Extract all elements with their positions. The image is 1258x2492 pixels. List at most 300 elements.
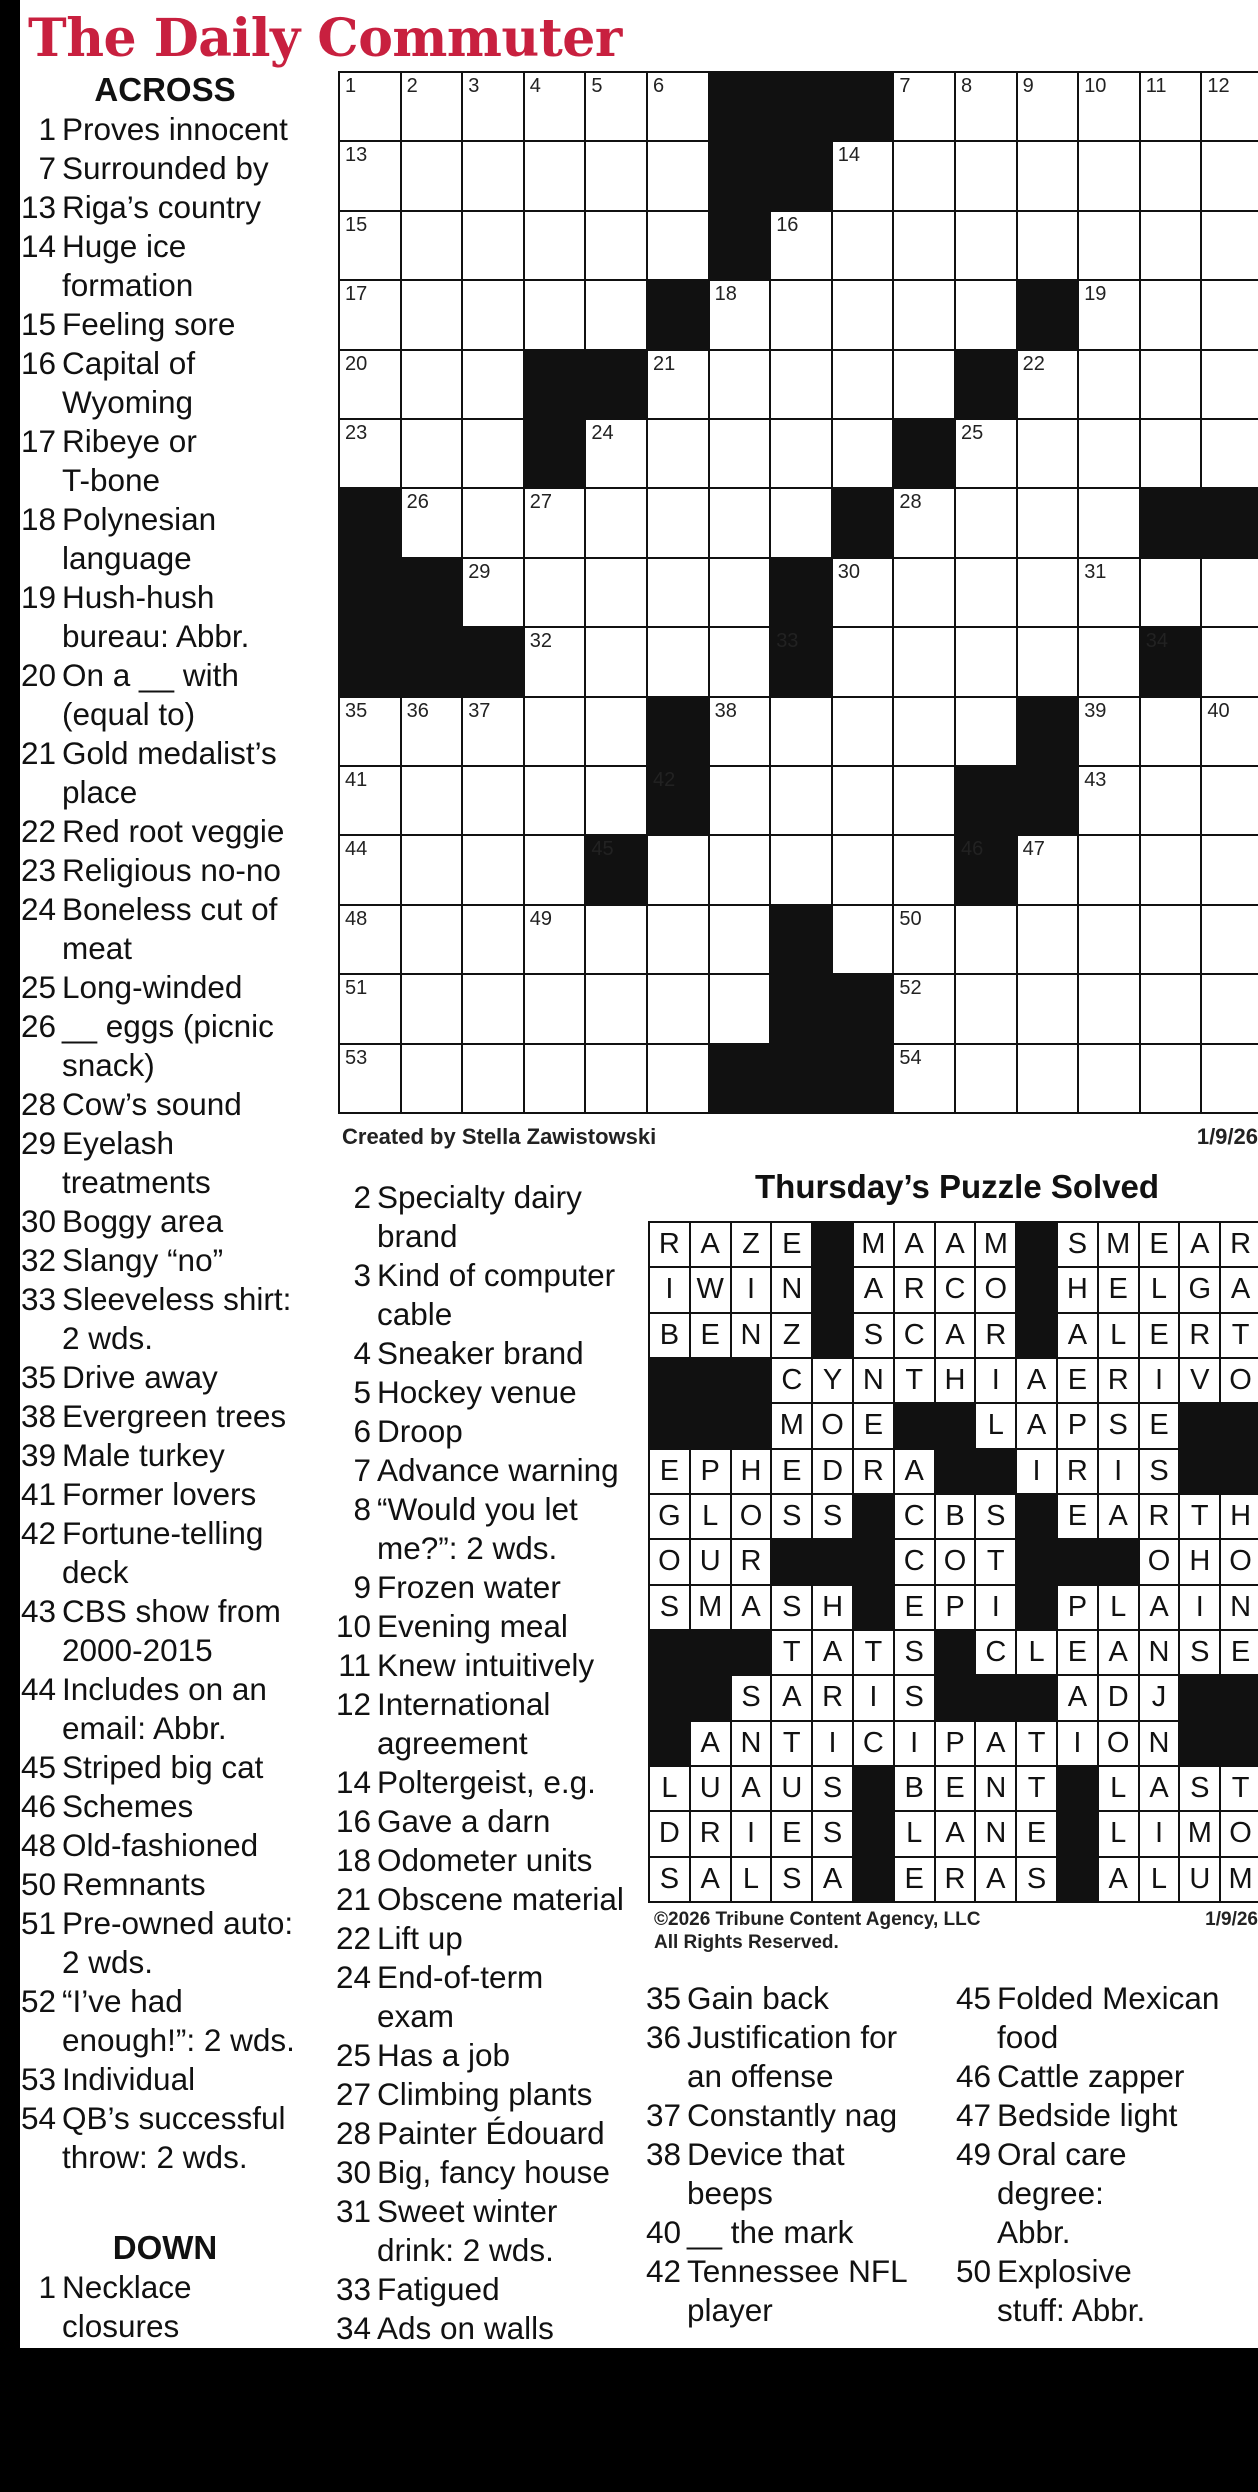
grid-cell[interactable] — [956, 489, 1016, 556]
clue-number: 22 — [20, 813, 56, 849]
grid-cell[interactable] — [340, 698, 400, 765]
solution-letter: Z — [732, 1223, 771, 1266]
grid-cell[interactable] — [956, 628, 1016, 695]
grid-cell[interactable] — [586, 73, 646, 140]
grid-cell[interactable] — [1141, 836, 1201, 903]
grid-cell[interactable] — [1079, 420, 1139, 487]
cell-number: 4 — [529, 75, 541, 97]
grid-cell[interactable] — [525, 975, 585, 1042]
clue-across-14 — [20, 227, 320, 305]
clue-number: 34 — [335, 2310, 371, 2346]
grid-cell[interactable] — [463, 142, 523, 209]
solution-letter: H — [1180, 1540, 1219, 1583]
clue-down_col3-40 — [645, 2213, 945, 2252]
solution-letter: S — [650, 1858, 689, 1901]
grid-cell[interactable] — [894, 1045, 954, 1112]
solution-letter: R — [691, 1812, 730, 1855]
grid-cell[interactable] — [833, 767, 893, 834]
cell-number: 44 — [345, 838, 368, 861]
grid-cell[interactable] — [894, 281, 954, 348]
grid-cell[interactable] — [340, 212, 400, 279]
grid-cell[interactable] — [1141, 1045, 1201, 1112]
grid-cell[interactable] — [894, 559, 954, 626]
grid-cell[interactable] — [833, 698, 893, 765]
grid-cell[interactable] — [1141, 281, 1201, 348]
solution-block — [813, 1223, 852, 1266]
clue-text-line: Specialty dairy — [377, 1179, 582, 1215]
grid-block — [833, 489, 893, 556]
grid-cell[interactable] — [1018, 73, 1078, 140]
grid-cell[interactable] — [525, 628, 585, 695]
grid-cell[interactable] — [402, 1045, 462, 1112]
grid-cell[interactable] — [1202, 975, 1258, 1042]
grid-cell[interactable] — [340, 1045, 400, 1112]
solution-letter: S — [895, 1676, 934, 1719]
grid-cell[interactable] — [1079, 559, 1139, 626]
clue-across-15 — [20, 305, 320, 344]
grid-cell[interactable] — [833, 420, 893, 487]
clue-text-line: Riga’s country — [62, 189, 262, 225]
grid-cell[interactable] — [956, 906, 1016, 973]
solution-block — [691, 1404, 730, 1447]
grid-cell[interactable] — [340, 281, 400, 348]
solution-block — [1058, 1812, 1097, 1855]
cell-number: 29 — [468, 560, 491, 583]
solution-letter: H — [1058, 1268, 1097, 1311]
down-clue-list-3 — [645, 1979, 945, 2330]
clue-text-line: Sweet winter — [377, 2193, 558, 2229]
grid-cell[interactable] — [648, 489, 708, 556]
grid-cell[interactable] — [586, 489, 646, 556]
solution-letter: M — [976, 1223, 1015, 1266]
grid-cell[interactable] — [1018, 420, 1078, 487]
grid-cell[interactable] — [1141, 142, 1201, 209]
grid-cell[interactable] — [1202, 628, 1258, 695]
grid-cell[interactable] — [771, 212, 831, 279]
grid-cell[interactable] — [833, 142, 893, 209]
grid-cell[interactable] — [1202, 559, 1258, 626]
grid-cell[interactable] — [402, 420, 462, 487]
grid-cell[interactable] — [956, 73, 1016, 140]
grid-cell[interactable] — [463, 836, 523, 903]
grid-cell[interactable] — [586, 559, 646, 626]
grid-cell[interactable] — [956, 1045, 1016, 1112]
grid-cell[interactable] — [1202, 73, 1258, 140]
grid-cell[interactable] — [1202, 836, 1258, 903]
grid-cell[interactable] — [340, 836, 400, 903]
grid-cell[interactable] — [1079, 906, 1139, 973]
grid-cell[interactable] — [648, 559, 708, 626]
solution-block — [1221, 1676, 1258, 1719]
solution-letter: I — [976, 1359, 1015, 1402]
grid-cell[interactable] — [1202, 281, 1258, 348]
grid-cell[interactable] — [402, 212, 462, 279]
grid-cell[interactable] — [525, 836, 585, 903]
grid-cell[interactable] — [710, 767, 770, 834]
cell-number: 17 — [345, 283, 368, 306]
grid-cell[interactable] — [1141, 73, 1201, 140]
grid-cell[interactable] — [463, 975, 523, 1042]
grid-cell[interactable] — [833, 212, 893, 279]
solution-letter: L — [1099, 1586, 1138, 1629]
grid-cell[interactable] — [1202, 906, 1258, 973]
grid-cell[interactable] — [1202, 420, 1258, 487]
grid-cell[interactable] — [1202, 212, 1258, 279]
clue-across-32 — [20, 1241, 320, 1280]
grid-cell[interactable] — [771, 420, 831, 487]
cell-number: 42 — [652, 769, 676, 791]
clue-text-line: Gain back — [687, 1980, 829, 2016]
clue-across-24 — [20, 890, 320, 968]
grid-cell[interactable] — [894, 698, 954, 765]
grid-cell[interactable] — [1018, 212, 1078, 279]
solution-letter: I — [976, 1586, 1015, 1629]
solution-letter: N — [732, 1314, 771, 1357]
grid-cell[interactable] — [648, 420, 708, 487]
clue-text-line: Has a job — [377, 2037, 511, 2073]
grid-cell[interactable] — [402, 836, 462, 903]
solution-letter: L — [1099, 1812, 1138, 1855]
grid-cell[interactable] — [710, 559, 770, 626]
cell-number: 6 — [652, 75, 665, 97]
cell-number: 33 — [776, 630, 799, 653]
grid-cell[interactable] — [1018, 836, 1078, 903]
grid-cell[interactable] — [1141, 559, 1201, 626]
grid-cell[interactable] — [463, 767, 523, 834]
clue-across-41 — [20, 1475, 320, 1514]
solution-letter: C — [854, 1722, 893, 1765]
clue-text-line: Oral care — [997, 2136, 1127, 2172]
grid-cell[interactable] — [463, 420, 523, 487]
solution-block — [1058, 1767, 1097, 1810]
grid-cell[interactable] — [586, 1045, 646, 1112]
grid-cell[interactable] — [586, 142, 646, 209]
solution-letter: N — [976, 1767, 1015, 1810]
grid-cell[interactable] — [1079, 489, 1139, 556]
grid-cell[interactable] — [463, 1045, 523, 1112]
grid-cell[interactable] — [463, 698, 523, 765]
clue-text-line: Hockey venue — [377, 1374, 577, 1410]
solution-letter: R — [936, 1858, 975, 1901]
grid-cell[interactable] — [833, 628, 893, 695]
grid-cell[interactable] — [1141, 212, 1201, 279]
grid-cell[interactable] — [956, 698, 1016, 765]
grid-cell[interactable] — [586, 767, 646, 834]
grid-cell[interactable] — [1079, 73, 1139, 140]
solution-block — [1017, 1495, 1056, 1538]
grid-block — [1018, 281, 1078, 348]
clue-number: 10 — [335, 1608, 371, 1644]
solved-title: Thursday’s Puzzle Solved — [755, 1168, 1160, 1205]
grid-cell[interactable] — [402, 698, 462, 765]
grid-cell[interactable] — [710, 698, 770, 765]
grid-cell[interactable] — [340, 767, 400, 834]
grid-cell[interactable] — [833, 351, 893, 418]
solution-letter: L — [1099, 1767, 1138, 1810]
grid-cell[interactable] — [340, 351, 400, 418]
grid-cell[interactable] — [402, 906, 462, 973]
solution-grid — [648, 1221, 1258, 1903]
grid-cell[interactable] — [771, 351, 831, 418]
grid-cell[interactable] — [894, 767, 954, 834]
solution-letter: C — [772, 1359, 811, 1402]
solution-letter: S — [1058, 1223, 1097, 1266]
grid-cell[interactable] — [833, 836, 893, 903]
grid-block — [648, 281, 708, 348]
clue-number: 24 — [20, 891, 56, 927]
grid-cell[interactable] — [833, 906, 893, 973]
grid-cell[interactable] — [833, 559, 893, 626]
clue-number: 21 — [335, 1881, 371, 1917]
grid-cell[interactable] — [586, 281, 646, 348]
solution-letter: J — [1140, 1676, 1179, 1719]
grid-cell[interactable] — [894, 975, 954, 1042]
grid-cell[interactable] — [648, 628, 708, 695]
grid-cell[interactable] — [771, 698, 831, 765]
grid-cell[interactable] — [340, 142, 400, 209]
grid-cell[interactable] — [648, 836, 708, 903]
grid-cell[interactable] — [463, 489, 523, 556]
grid-cell[interactable] — [956, 142, 1016, 209]
clue-down_col2-27 — [335, 2075, 635, 2114]
grid-cell[interactable] — [1079, 767, 1139, 834]
grid-cell[interactable] — [710, 975, 770, 1042]
grid-cell[interactable] — [525, 142, 585, 209]
solution-letter: T — [772, 1631, 811, 1674]
clue-text-line: International — [377, 1686, 551, 1722]
grid-cell[interactable] — [1079, 142, 1139, 209]
grid-cell[interactable] — [1079, 975, 1139, 1042]
grid-cell[interactable] — [586, 420, 646, 487]
solution-letter: E — [772, 1223, 811, 1266]
grid-cell[interactable] — [1079, 698, 1139, 765]
grid-cell[interactable] — [648, 73, 708, 140]
grid-cell[interactable] — [956, 559, 1016, 626]
grid-cell[interactable] — [525, 489, 585, 556]
grid-cell[interactable] — [1141, 767, 1201, 834]
grid-cell[interactable] — [525, 559, 585, 626]
grid-cell[interactable] — [525, 698, 585, 765]
grid-cell[interactable] — [710, 351, 770, 418]
grid-cell[interactable] — [463, 73, 523, 140]
clue-text-line: brand — [377, 1218, 458, 1254]
grid-cell[interactable] — [1202, 351, 1258, 418]
grid-cell[interactable] — [463, 212, 523, 279]
grid-cell[interactable] — [586, 906, 646, 973]
solution-letter: Y — [813, 1359, 852, 1402]
grid-cell[interactable] — [463, 906, 523, 973]
grid-cell[interactable] — [648, 142, 708, 209]
solution-letter: Z — [772, 1314, 811, 1357]
grid-cell[interactable] — [771, 836, 831, 903]
grid-cell[interactable] — [1018, 975, 1078, 1042]
clue-text-line: degree: — [997, 2175, 1104, 2211]
grid-cell[interactable] — [525, 73, 585, 140]
solution-letter: S — [1099, 1404, 1138, 1447]
grid-cell[interactable] — [402, 975, 462, 1042]
clue-text-line: Ads on walls — [377, 2310, 554, 2346]
grid-cell[interactable] — [1079, 351, 1139, 418]
solution-letter: G — [1180, 1268, 1219, 1311]
clue-text-line: beeps — [687, 2175, 773, 2211]
grid-cell[interactable] — [1202, 142, 1258, 209]
grid-cell[interactable] — [586, 698, 646, 765]
clue-number: 51 — [20, 1905, 56, 1941]
cell-number: 46 — [960, 838, 984, 861]
grid-cell[interactable] — [525, 767, 585, 834]
grid-cell[interactable] — [340, 420, 400, 487]
grid-cell[interactable] — [525, 1045, 585, 1112]
grid-cell[interactable] — [402, 73, 462, 140]
grid-cell[interactable] — [1079, 281, 1139, 348]
solution-letter: H — [936, 1359, 975, 1402]
clue-text-line: Ribeye or — [62, 423, 197, 459]
clue-text-line: Boggy area — [62, 1203, 224, 1239]
grid-cell[interactable] — [340, 975, 400, 1042]
clue-text-line: player — [687, 2292, 773, 2328]
grid-cell[interactable] — [1141, 698, 1201, 765]
clue-down_col2-7 — [335, 1451, 635, 1490]
grid-cell[interactable] — [340, 73, 400, 140]
grid-cell[interactable] — [1018, 559, 1078, 626]
clue-text-line: Knew intuitively — [377, 1647, 595, 1683]
grid-cell[interactable] — [648, 212, 708, 279]
grid-cell[interactable] — [586, 212, 646, 279]
solution-block — [854, 1858, 893, 1901]
grid-cell[interactable] — [648, 975, 708, 1042]
clue-text-line: language — [62, 540, 192, 576]
grid-cell[interactable] — [771, 489, 831, 556]
solution-letter: A — [1099, 1495, 1138, 1538]
grid-cell[interactable] — [463, 559, 523, 626]
grid-cell[interactable] — [525, 281, 585, 348]
solution-letter: M — [1099, 1223, 1138, 1266]
grid-cell[interactable] — [894, 489, 954, 556]
grid-cell[interactable] — [710, 281, 770, 348]
cell-number: 40 — [1207, 699, 1230, 722]
grid-cell[interactable] — [648, 351, 708, 418]
grid-cell[interactable] — [1018, 142, 1078, 209]
grid-cell[interactable] — [956, 420, 1016, 487]
solution-letter: L — [1017, 1631, 1056, 1674]
grid-cell[interactable] — [1018, 1045, 1078, 1112]
grid-cell[interactable] — [894, 73, 954, 140]
grid-cell[interactable] — [1202, 767, 1258, 834]
grid-cell[interactable] — [1018, 351, 1078, 418]
grid-cell[interactable] — [586, 628, 646, 695]
clue-text-line: __ the mark — [687, 2214, 854, 2250]
clue-across-25 — [20, 968, 320, 1007]
clue-down_col2-14 — [335, 1763, 635, 1802]
across-clue-list — [20, 110, 320, 2177]
grid-cell[interactable] — [710, 906, 770, 973]
grid-cell[interactable] — [1018, 906, 1078, 973]
cell-number: 51 — [345, 977, 368, 1000]
grid-cell[interactable] — [894, 351, 954, 418]
grid-cell[interactable] — [894, 906, 954, 973]
grid-cell[interactable] — [1018, 628, 1078, 695]
grid-cell[interactable] — [402, 489, 462, 556]
solution-letter: L — [1140, 1858, 1179, 1901]
grid-cell[interactable] — [1141, 351, 1201, 418]
grid-cell[interactable] — [1202, 698, 1258, 765]
grid-cell[interactable] — [1141, 420, 1201, 487]
grid-cell[interactable] — [402, 142, 462, 209]
solution-letter: P — [691, 1450, 730, 1493]
crossword-grid[interactable] — [338, 71, 1258, 1114]
solution-letter: E — [1099, 1268, 1138, 1311]
grid-cell[interactable] — [710, 489, 770, 556]
grid-cell[interactable] — [894, 212, 954, 279]
clue-text-line: End-of-term — [377, 1959, 544, 1995]
clue-number: 21 — [20, 735, 56, 771]
grid-cell[interactable] — [956, 975, 1016, 1042]
clue-text-line: Capital of — [62, 345, 196, 381]
grid-cell[interactable] — [956, 281, 1016, 348]
grid-block — [1141, 489, 1201, 556]
grid-cell[interactable] — [463, 351, 523, 418]
cell-number: 53 — [345, 1046, 368, 1069]
grid-cell[interactable] — [894, 628, 954, 695]
grid-cell[interactable] — [586, 975, 646, 1042]
clue-number: 17 — [20, 423, 56, 459]
grid-cell[interactable] — [1079, 628, 1139, 695]
grid-cell[interactable] — [956, 212, 1016, 279]
grid-cell[interactable] — [833, 281, 893, 348]
grid-cell[interactable] — [1079, 212, 1139, 279]
clue-down_col2-25 — [335, 2036, 635, 2075]
grid-cell[interactable] — [710, 836, 770, 903]
down-clue-list-2 — [335, 1178, 635, 2348]
grid-block — [771, 975, 831, 1042]
grid-cell[interactable] — [402, 767, 462, 834]
grid-block — [586, 836, 646, 903]
grid-cell[interactable] — [463, 281, 523, 348]
clue-text-line: Slangy “no” — [62, 1242, 224, 1278]
grid-cell[interactable] — [402, 281, 462, 348]
grid-cell[interactable] — [402, 351, 462, 418]
grid-cell[interactable] — [1141, 975, 1201, 1042]
solution-letter: A — [1058, 1676, 1097, 1719]
grid-cell[interactable] — [340, 906, 400, 973]
solution-letter: A — [936, 1812, 975, 1855]
grid-cell[interactable] — [525, 906, 585, 973]
clue-text-line: Fatigued — [377, 2271, 500, 2307]
grid-cell[interactable] — [771, 767, 831, 834]
cell-number: 5 — [591, 75, 603, 97]
grid-cell[interactable] — [771, 281, 831, 348]
grid-cell[interactable] — [1079, 1045, 1139, 1112]
grid-cell[interactable] — [710, 628, 770, 695]
solution-letter: I — [813, 1722, 852, 1765]
grid-cell[interactable] — [894, 142, 954, 209]
grid-cell[interactable] — [648, 906, 708, 973]
clue-across-42 — [20, 1514, 320, 1592]
grid-cell[interactable] — [710, 420, 770, 487]
solution-letter: L — [732, 1858, 771, 1901]
solution-letter: A — [813, 1858, 852, 1901]
grid-cell[interactable] — [894, 836, 954, 903]
grid-cell[interactable] — [648, 1045, 708, 1112]
solution-letter: T — [1017, 1722, 1056, 1765]
down-clue-list-4 — [955, 1979, 1255, 2330]
grid-cell[interactable] — [1018, 489, 1078, 556]
grid-cell[interactable] — [1141, 906, 1201, 973]
grid-cell[interactable] — [525, 212, 585, 279]
grid-cell[interactable] — [1202, 1045, 1258, 1112]
grid-cell[interactable] — [1079, 836, 1139, 903]
clue-number: 38 — [645, 2136, 681, 2172]
